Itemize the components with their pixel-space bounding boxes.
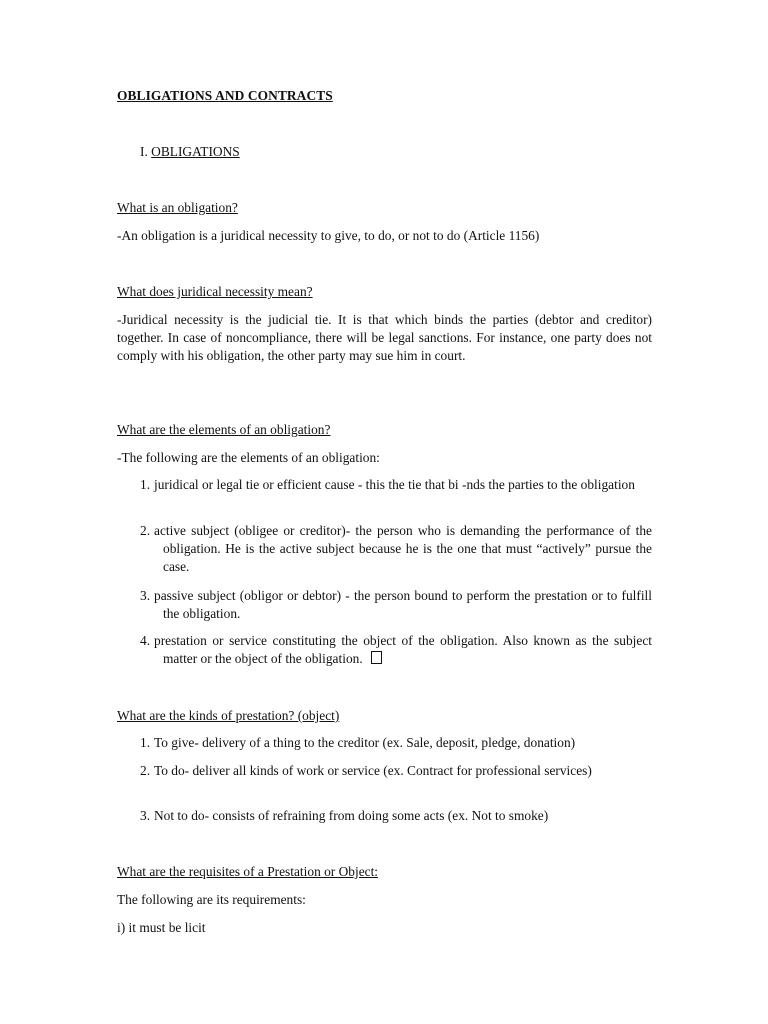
missing-glyph-icon bbox=[371, 651, 382, 664]
list-item bbox=[140, 632, 652, 668]
list-text: passive subject (obligor or debtor) - the person bound to perform the prestation or to fulfill the obligation. bbox=[154, 588, 652, 621]
answer-what-is-obligation: -An obligation is a juridical necessity to give, to do, or not to do (Article 1156) bbox=[117, 228, 540, 243]
list-number: 2. bbox=[140, 523, 151, 538]
list-item bbox=[140, 476, 652, 494]
list-item bbox=[140, 807, 652, 825]
list-number: 2. bbox=[140, 763, 151, 778]
document-title: OBLIGATIONS AND CONTRACTS bbox=[117, 88, 333, 103]
list-text: juridical or legal tie or efficient cause - this the tie that bi -nds the parties to the obligation bbox=[154, 477, 635, 492]
list-number: 1. bbox=[140, 477, 151, 492]
list-text: To give- delivery of a thing to the creditor (ex. Sale, deposit, pledge, donation) bbox=[154, 735, 576, 750]
list-text: Not to do- consists of refraining from doing some acts (ex. Not to smoke) bbox=[154, 808, 549, 823]
requisite-item: i) it must be licit bbox=[117, 920, 206, 935]
list-item bbox=[140, 587, 652, 623]
section-numeral: I. bbox=[140, 144, 148, 159]
list-item bbox=[140, 522, 652, 576]
list-number: 3. bbox=[140, 588, 151, 603]
section-heading bbox=[140, 143, 240, 161]
list-item bbox=[140, 762, 652, 780]
question-kinds-of-prestation: What are the kinds of prestation? (object) bbox=[117, 708, 340, 723]
question-juridical-necessity: What does juridical necessity mean? bbox=[117, 284, 313, 299]
list-number: 3. bbox=[140, 808, 151, 823]
requisites-intro: The following are its requirements: bbox=[117, 892, 306, 907]
list-number: 1. bbox=[140, 735, 151, 750]
list-item bbox=[140, 734, 652, 752]
question-elements: What are the elements of an obligation? bbox=[117, 422, 331, 437]
question-requisites: What are the requisites of a Prestation or Object: bbox=[117, 864, 379, 879]
question-what-is-obligation: What is an obligation? bbox=[117, 200, 238, 215]
list-text: active subject (obligee or creditor)- the person who is demanding the performance of the obligation. He is the active subject because he is the one that must “actively” pursue the case. bbox=[154, 523, 652, 574]
section-label: OBLIGATIONS bbox=[151, 144, 240, 159]
list-text: prestation or service constituting the object of the obligation. Also known as the subject matter or the object of the obligation. bbox=[154, 633, 652, 666]
list-text: To do- deliver all kinds of work or service (ex. Contract for professional services) bbox=[154, 763, 592, 778]
list-number: 4. bbox=[140, 633, 151, 648]
elements-intro: -The following are the elements of an obligation: bbox=[117, 450, 380, 465]
answer-juridical-necessity: -Juridical necessity is the judicial tie. It is that which binds the parties (debtor and creditor) together. In case of noncompliance, there will be legal sanctions. For instance, one party does not comply with his obligation, the other party may sue him in court. bbox=[117, 312, 652, 363]
